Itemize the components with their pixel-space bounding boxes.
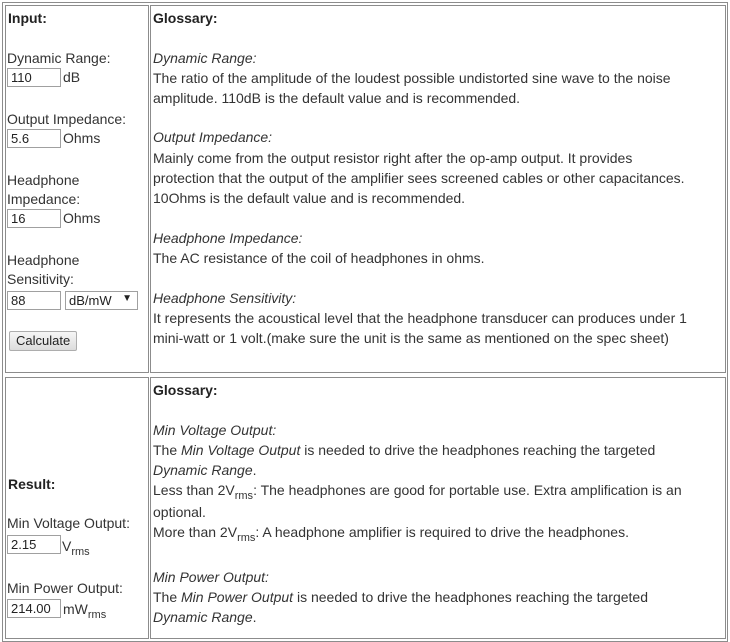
- min-power-unit: $mW_{rms}$: [63, 601, 107, 621]
- headphone-impedance-label-2: Impedance:: [7, 191, 81, 207]
- glossary-term-output-impedance: Output Impedance:: [153, 129, 273, 145]
- glossary-text: The ratio of the amplitude of the loudest possible undistorted sine wave to the noise: [153, 70, 671, 86]
- glossary-term-min-power: Min Power Output:: [153, 569, 269, 585]
- glossary-text: Dynamic Range.: [153, 609, 257, 625]
- calculate-button[interactable]: Calculate: [9, 331, 77, 351]
- headphone-impedance-unit: Ohms: [63, 210, 101, 226]
- headphone-sensitivity-input[interactable]: [7, 291, 61, 310]
- min-power-output[interactable]: [7, 599, 61, 618]
- glossary-panel-result: [150, 377, 726, 639]
- output-impedance-unit: Ohms: [63, 130, 101, 146]
- glossary-text: Mainly come from the output resistor right after the op-amp output. It provides: [153, 150, 633, 166]
- glossary-text: mini-watt or 1 volt.(make sure the unit is the same as mentioned on the spec sheet): [153, 330, 669, 346]
- sensitivity-unit-select[interactable]: [65, 291, 138, 310]
- headphone-impedance-label-1: Headphone: [7, 172, 80, 188]
- glossary-text: The Min Voltage Output is needed to drive the headphones reaching the targeted: [153, 442, 656, 458]
- glossary-text: More than $2V_{rms}$: A headphone amplifier is required to drive the headphones.: [153, 524, 629, 544]
- chevron-down-icon: ▼: [122, 293, 132, 304]
- glossary-term-dynamic-range: Dynamic Range:: [153, 50, 257, 66]
- result-panel: [5, 377, 149, 639]
- glossary-term-min-voltage: Min Voltage Output:: [153, 422, 277, 438]
- glossary-text: amplitude. 110dB is the default value and is recommended.: [153, 90, 521, 106]
- min-voltage-label: Min Voltage Output:: [7, 515, 130, 531]
- glossary-text: The AC resistance of the coil of headphones in ohms.: [153, 250, 485, 266]
- dynamic-range-label: Dynamic Range:: [7, 50, 111, 66]
- glossary-text: It represents the acoustical level that the headphone transducer can produces under 1: [153, 310, 687, 326]
- output-impedance-label: Output Impedance:: [7, 111, 127, 127]
- glossary-text: 10Ohms is the default value and is recommended.: [153, 190, 466, 206]
- input-title: Input:: [8, 10, 47, 26]
- min-power-label: Min Power Output:: [7, 580, 123, 596]
- glossary-term-headphone-impedance: Headphone Impedance:: [153, 230, 303, 246]
- glossary-text: optional.: [153, 504, 206, 520]
- glossary-text: Less than $2V_{rms}$: The headphones are good for portable use. Extra amplification is an: [153, 482, 682, 502]
- output-impedance-input[interactable]: [7, 129, 61, 148]
- dynamic-range-input[interactable]: [7, 68, 61, 87]
- dynamic-range-unit: dB: [63, 69, 81, 85]
- glossary-panel-input: [150, 5, 726, 373]
- result-title: Result:: [8, 476, 56, 492]
- min-voltage-output[interactable]: [7, 535, 61, 554]
- glossary-text: protection that the output of the amplifier sees screened cables or other capacitances.: [153, 170, 685, 186]
- headphone-sensitivity-label-1: Headphone: [7, 252, 80, 268]
- input-panel: [5, 5, 149, 373]
- glossary-title: Glossary:: [153, 10, 218, 26]
- headphone-impedance-input[interactable]: [7, 209, 61, 228]
- sensitivity-unit-value: dB/mW: [69, 293, 112, 308]
- glossary-term-headphone-sensitivity: Headphone Sensitivity:: [153, 290, 297, 306]
- glossary-text: The Min Power Output is needed to drive the headphones reaching the targeted: [153, 589, 649, 605]
- headphone-sensitivity-label-2: Sensitivity:: [7, 271, 74, 287]
- glossary-text: Dynamic Range.: [153, 462, 257, 478]
- min-voltage-unit: $V_{rms}$: [62, 538, 90, 558]
- glossary-title: Glossary:: [153, 382, 218, 398]
